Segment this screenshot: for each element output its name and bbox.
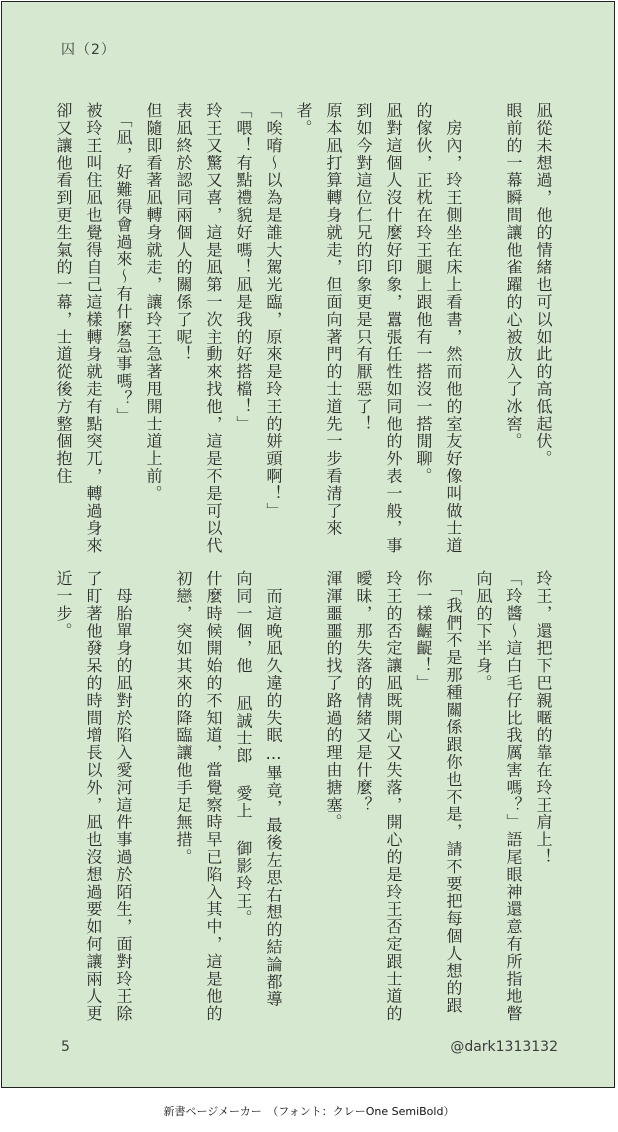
author-handle: @dark1313132 <box>450 1039 558 1055</box>
body-text-top: 凪從未想過，他的情緒也可以如此的高低起伏。 眼前的一幕瞬間讓他雀躍的心被放入了冰窖。 房內，玲王側坐在床上看書，然而他的室友好像叫做士道的傢伙，正枕在玲王腿上跟他有一搭沒一搭閒聊。 凪對這個人沒什麼好印象，囂張任性如同他的外表一般，事到如今對這位仁兄的印象更是只有厭惡了！ 原本凪打算轉身就走，但面向著門的士道先一步看清了來者。 「唉唷～以為是誰大駕光臨，原來是玲王的姘頭啊！」 「喂！有點禮貌好嗎！凪是我的好搭檔！」 玲王又驚又喜，這是凪第一次主動來找他，這是不是可以代表凪終於認同兩個人的關係了呢！ 但隨即看著凪轉身就走，讓玲王急著甩開士道上前。 「凪，好難得會過來～有什麼急事嗎？」 被玲王叫住凪也覺得自己這樣轉身就走有點突兀，轉過身來卻又讓他看到更生氣的一幕，士道從後方整個抱住 <box>54 102 553 555</box>
page-number: 5 <box>61 1039 70 1055</box>
body-text-bottom: 玲王，還把下巴親暱的靠在玲王肩上！ 「玲醬～這白毛仔比我厲害嗎？」語尾眼神還意有所指地瞥向凪的下半身。 「我們不是那種關係跟你也不是，請不要把每個人想的跟你一樣齷齪！」 玲王的否定讓凪既開心又失落，開心的是玲王否定跟士道的曖昧，那失落的情緒又是什麼？ 渾渾噩噩的找了路過的理由搪塞。 而這晚凪久違的失眠…畢竟，最後左思右想的結論都導向同一個，他 凪誠士郎 愛上 御影玲王。 什麼時候開始的不知道，當覺察時早已陷入其中，這是他的初戀，突如其來的降臨讓他手足無措。 母胎單身的凪對於陷入愛河這件事過於陌生，面對玲王除了盯著他發呆的時間增長以外，凪也沒想過要如何讓兩人更近一步。 <box>54 570 553 1023</box>
chapter-title: 囚（2） <box>61 42 116 58</box>
generator-caption: 新書ページメーカー （フォント：クレーOne SemiBold） <box>163 1105 455 1118</box>
book-page <box>1 1 615 1088</box>
